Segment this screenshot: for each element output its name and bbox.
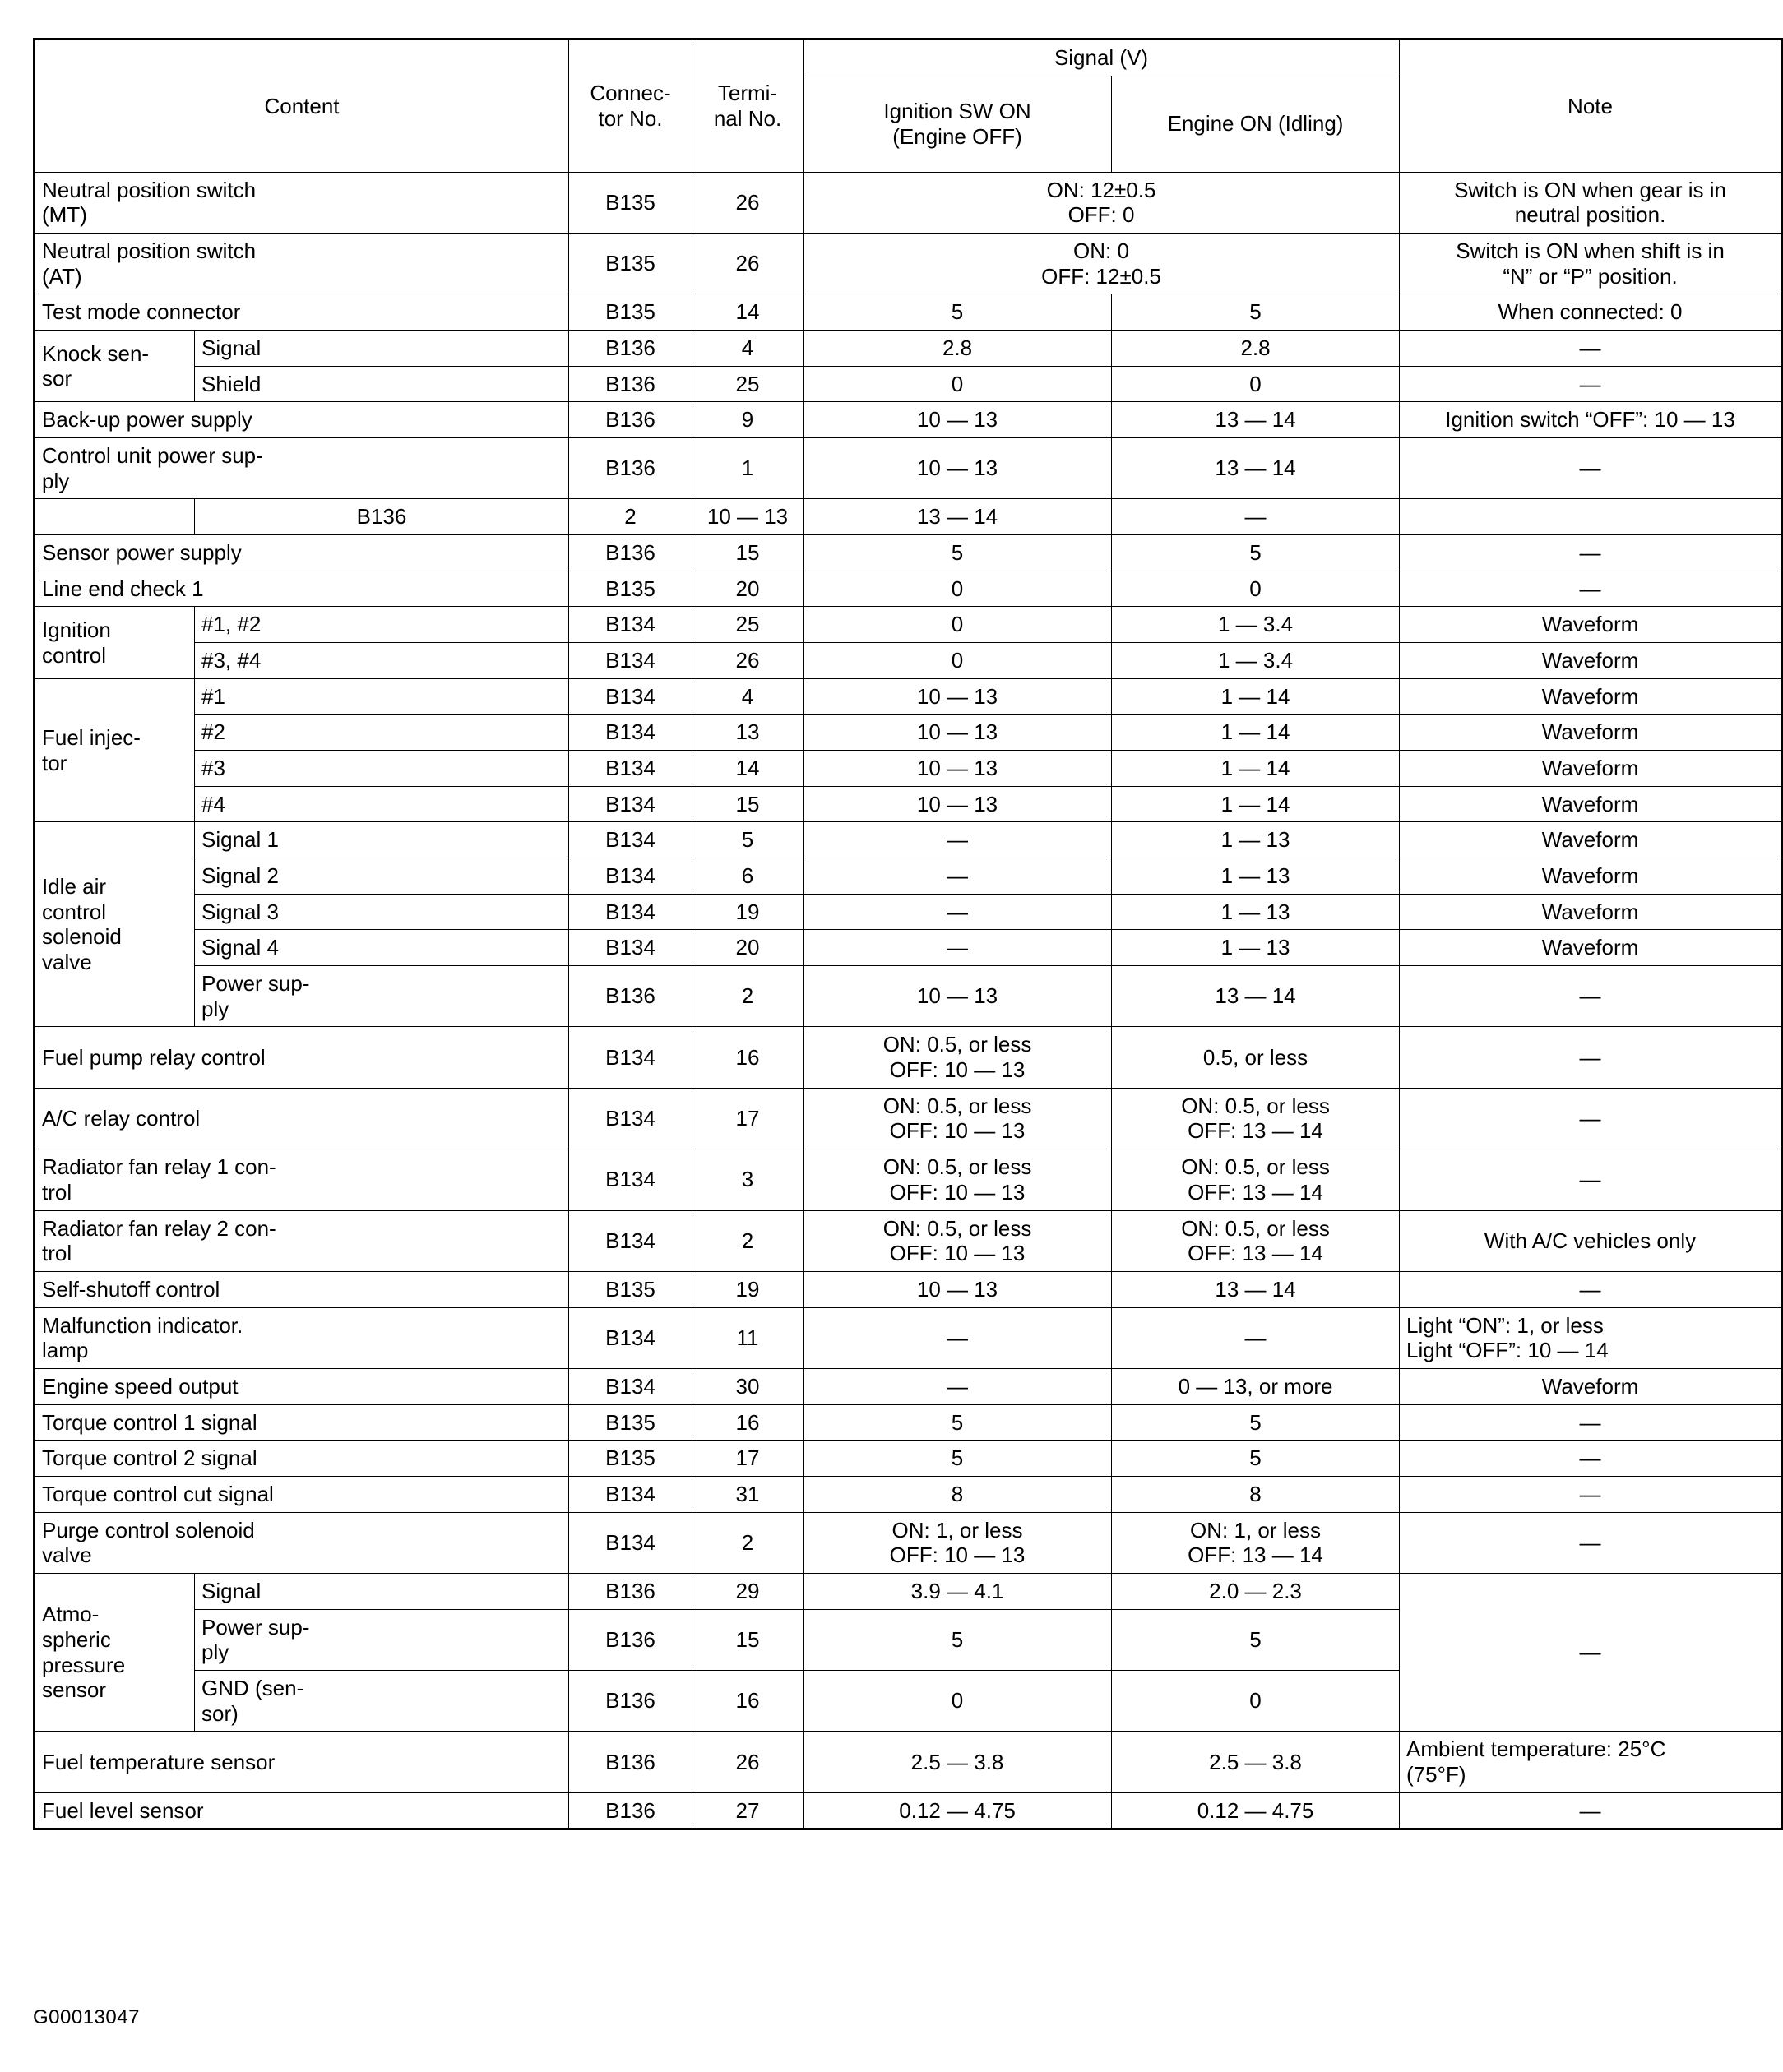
cell-note: — xyxy=(1400,438,1782,499)
cell-content: Radiator fan relay 2 con- trol xyxy=(35,1210,569,1271)
cell-content: Test mode connector xyxy=(35,294,569,331)
cell-signal-engine-on: 5 xyxy=(1112,294,1400,331)
cell-signal-ignition-sw-on: 10 — 13 xyxy=(692,499,804,535)
cell-signal-ignition-sw-on: 0 xyxy=(804,1670,1112,1731)
table-row xyxy=(35,499,1782,535)
cell-terminal-no: 2 xyxy=(692,1210,804,1271)
cell-connector-no: B136 xyxy=(569,1573,692,1609)
cell-note: With A/C vehicles only xyxy=(1400,1210,1782,1271)
table-row xyxy=(35,1792,1782,1829)
cell-terminal-no: 4 xyxy=(692,678,804,715)
cell-signal-engine-on: 0 xyxy=(1112,1670,1400,1731)
cell-signal-ignition-sw-on: 2.8 xyxy=(804,331,1112,367)
cell-signal-engine-on: 8 xyxy=(1112,1476,1400,1512)
cell-signal-engine-on: 0 xyxy=(1112,571,1400,607)
cell-note: Waveform xyxy=(1400,607,1782,643)
cell-connector-no: B134 xyxy=(569,1307,692,1368)
table-row xyxy=(35,535,1782,571)
cell-signal-engine-on: 0 — 13, or more xyxy=(1112,1368,1400,1404)
cell-content-sub: Signal 3 xyxy=(195,894,569,930)
cell-connector-no: B134 xyxy=(569,1476,692,1512)
cell-note: Waveform xyxy=(1400,751,1782,787)
cell-note: — xyxy=(1400,1088,1782,1149)
cell-signal-ignition-sw-on: — xyxy=(804,822,1112,858)
cell-content: Control unit power sup- ply xyxy=(35,438,569,499)
table-row xyxy=(35,172,1782,233)
cell-connector-no: B134 xyxy=(569,822,692,858)
cell-note: Waveform xyxy=(1400,822,1782,858)
cell-terminal-no: 2 xyxy=(692,966,804,1027)
cell-connector-no: B134 xyxy=(569,858,692,895)
cell-content-sub: Shield xyxy=(195,366,569,402)
cell-signal-engine-on: 13 — 14 xyxy=(804,499,1112,535)
cell-connector-no: B135 xyxy=(569,234,692,294)
table-row xyxy=(35,1441,1782,1477)
cell-terminal-no: 17 xyxy=(692,1441,804,1477)
table-row xyxy=(35,1404,1782,1441)
table-row xyxy=(35,438,1782,499)
cell-terminal-no: 26 xyxy=(692,172,804,233)
cell-signal-ignition-sw-on: 2.5 — 3.8 xyxy=(804,1732,1112,1792)
cell-signal-ignition-sw-on: 0 xyxy=(804,571,1112,607)
cell-note: — xyxy=(1400,366,1782,402)
cell-signal-ignition-sw-on: 5 xyxy=(804,1609,1112,1670)
table-row xyxy=(35,1271,1782,1307)
cell-terminal-no: 26 xyxy=(692,1732,804,1792)
cell-connector-no: B135 xyxy=(569,1404,692,1441)
cell-signal-ignition-sw-on: 10 — 13 xyxy=(804,678,1112,715)
cell-content: Fuel level sensor xyxy=(35,1792,569,1829)
cell-note: — xyxy=(1400,966,1782,1027)
table-header xyxy=(35,39,1782,173)
ecm-terminal-spec-table-wrapper xyxy=(33,38,1735,1830)
cell-signal-merged: ON: 0 OFF: 12±0.5 xyxy=(804,234,1400,294)
cell-content-sub xyxy=(35,499,195,535)
cell-signal-ignition-sw-on: 10 — 13 xyxy=(804,786,1112,822)
cell-content: Back-up power supply xyxy=(35,402,569,438)
cell-note: Waveform xyxy=(1400,643,1782,679)
cell-signal-engine-on: 0.12 — 4.75 xyxy=(1112,1792,1400,1829)
cell-note: — xyxy=(1400,1476,1782,1512)
cell-signal-ignition-sw-on: 3.9 — 4.1 xyxy=(804,1573,1112,1609)
cell-note: Waveform xyxy=(1400,715,1782,751)
cell-connector-no: B134 xyxy=(569,715,692,751)
cell-terminal-no: 31 xyxy=(692,1476,804,1512)
cell-terminal-no: 19 xyxy=(692,894,804,930)
cell-signal-merged: ON: 12±0.5 OFF: 0 xyxy=(804,172,1400,233)
cell-connector-no: B134 xyxy=(569,1088,692,1149)
cell-signal-engine-on: 5 xyxy=(1112,1404,1400,1441)
cell-connector-no: B134 xyxy=(569,894,692,930)
cell-note: — xyxy=(1400,1441,1782,1477)
cell-signal-ignition-sw-on: 10 — 13 xyxy=(804,1271,1112,1307)
cell-connector-no: B136 xyxy=(569,331,692,367)
cell-signal-ignition-sw-on: ON: 1, or less OFF: 10 — 13 xyxy=(804,1512,1112,1573)
cell-signal-engine-on: 5 xyxy=(1112,535,1400,571)
cell-connector-no: B136 xyxy=(569,438,692,499)
cell-terminal-no: 25 xyxy=(692,607,804,643)
cell-signal-ignition-sw-on: ON: 0.5, or less OFF: 10 — 13 xyxy=(804,1088,1112,1149)
cell-signal-ignition-sw-on: — xyxy=(804,894,1112,930)
cell-terminal-no: 16 xyxy=(692,1027,804,1088)
cell-content-sub: Signal 4 xyxy=(195,930,569,966)
cell-signal-ignition-sw-on: 0 xyxy=(804,643,1112,679)
cell-connector-no: B134 xyxy=(569,1149,692,1210)
cell-note: Waveform xyxy=(1400,894,1782,930)
cell-note: — xyxy=(1400,1512,1782,1573)
cell-note: — xyxy=(1400,1027,1782,1088)
table-body xyxy=(35,172,1782,1829)
cell-signal-ignition-sw-on: 0 xyxy=(804,607,1112,643)
cell-signal-ignition-sw-on: — xyxy=(804,858,1112,895)
header-note: Note xyxy=(1400,39,1782,173)
cell-terminal-no: 13 xyxy=(692,715,804,751)
cell-note: — xyxy=(1400,1404,1782,1441)
table-row xyxy=(35,858,1782,895)
cell-content-sub: #3 xyxy=(195,751,569,787)
cell-connector-no: B136 xyxy=(569,1670,692,1731)
cell-connector-no: B134 xyxy=(569,1368,692,1404)
cell-note: Ignition switch “OFF”: 10 — 13 xyxy=(1400,402,1782,438)
cell-content: Fuel pump relay control xyxy=(35,1027,569,1088)
cell-signal-ignition-sw-on: 5 xyxy=(804,1404,1112,1441)
cell-note: Waveform xyxy=(1400,858,1782,895)
cell-signal-engine-on: 2.0 — 2.3 xyxy=(1112,1573,1400,1609)
cell-content-sub: GND (sen- sor) xyxy=(195,1670,569,1731)
cell-terminal-no: 25 xyxy=(692,366,804,402)
cell-content-sub: Power sup- ply xyxy=(195,966,569,1027)
cell-content-sub: Power sup- ply xyxy=(195,1609,569,1670)
table-row xyxy=(35,894,1782,930)
cell-note: — xyxy=(1400,1792,1782,1829)
cell-terminal-no: 6 xyxy=(692,858,804,895)
cell-terminal-no: 27 xyxy=(692,1792,804,1829)
header-terminal-no: Termi- nal No. xyxy=(692,39,804,173)
cell-signal-engine-on: ON: 1, or less OFF: 13 — 14 xyxy=(1112,1512,1400,1573)
table-row xyxy=(35,571,1782,607)
cell-signal-engine-on: 1 — 13 xyxy=(1112,894,1400,930)
cell-connector-no: B134 xyxy=(569,607,692,643)
cell-terminal-no: 26 xyxy=(692,643,804,679)
cell-content: Fuel temperature sensor xyxy=(35,1732,569,1792)
cell-connector-no: B136 xyxy=(195,499,569,535)
table-row xyxy=(35,1732,1782,1792)
cell-content-sub: #3, #4 xyxy=(195,643,569,679)
cell-content-sub: Signal xyxy=(195,331,569,367)
cell-signal-ignition-sw-on: 10 — 13 xyxy=(804,402,1112,438)
cell-signal-engine-on: ON: 0.5, or less OFF: 13 — 14 xyxy=(1112,1210,1400,1271)
table-row xyxy=(35,643,1782,679)
cell-note: Waveform xyxy=(1400,678,1782,715)
table-row xyxy=(35,234,1782,294)
table-row xyxy=(35,331,1782,367)
cell-content: Neutral position switch (MT) xyxy=(35,172,569,233)
cell-signal-ignition-sw-on: 10 — 13 xyxy=(804,751,1112,787)
cell-note: Light “ON”: 1, or less Light “OFF”: 10 — 14 xyxy=(1400,1307,1782,1368)
cell-signal-engine-on: ON: 0.5, or less OFF: 13 — 14 xyxy=(1112,1149,1400,1210)
cell-signal-ignition-sw-on: 0 xyxy=(804,366,1112,402)
cell-content: Line end check 1 xyxy=(35,571,569,607)
cell-signal-engine-on: 1 — 14 xyxy=(1112,678,1400,715)
table-row xyxy=(35,930,1782,966)
table-row xyxy=(35,1368,1782,1404)
cell-terminal-no: 29 xyxy=(692,1573,804,1609)
cell-connector-no: B135 xyxy=(569,172,692,233)
cell-signal-engine-on: 13 — 14 xyxy=(1112,966,1400,1027)
cell-terminal-no: 17 xyxy=(692,1088,804,1149)
cell-signal-engine-on: 5 xyxy=(1112,1441,1400,1477)
header-connector-no: Connec- tor No. xyxy=(569,39,692,173)
cell-terminal-no: 2 xyxy=(569,499,692,535)
cell-terminal-no: 15 xyxy=(692,535,804,571)
header-content: Content xyxy=(35,39,569,173)
cell-signal-engine-on: ON: 0.5, or less OFF: 13 — 14 xyxy=(1112,1088,1400,1149)
cell-connector-no: B136 xyxy=(569,402,692,438)
table-row xyxy=(35,1573,1782,1609)
cell-connector-no: B134 xyxy=(569,1027,692,1088)
cell-signal-engine-on: 1 — 13 xyxy=(1112,822,1400,858)
cell-connector-no: B134 xyxy=(569,643,692,679)
cell-connector-no: B135 xyxy=(569,294,692,331)
cell-signal-ignition-sw-on: 0.12 — 4.75 xyxy=(804,1792,1112,1829)
cell-signal-ignition-sw-on: — xyxy=(804,1368,1112,1404)
table-row xyxy=(35,715,1782,751)
cell-signal-engine-on: 1 — 14 xyxy=(1112,786,1400,822)
header-signal-ignition-sw-on: Ignition SW ON (Engine OFF) xyxy=(804,76,1112,172)
cell-signal-engine-on: 13 — 14 xyxy=(1112,1271,1400,1307)
table-row xyxy=(35,366,1782,402)
cell-content: Purge control solenoid valve xyxy=(35,1512,569,1573)
cell-content: Malfunction indicator. lamp xyxy=(35,1307,569,1368)
cell-terminal-no: 11 xyxy=(692,1307,804,1368)
cell-note: Switch is ON when gear is in neutral position. xyxy=(1400,172,1782,233)
cell-signal-ignition-sw-on: 5 xyxy=(804,1441,1112,1477)
table-row xyxy=(35,294,1782,331)
cell-connector-no: B134 xyxy=(569,751,692,787)
cell-signal-ignition-sw-on: ON: 0.5, or less OFF: 10 — 13 xyxy=(804,1210,1112,1271)
cell-signal-ignition-sw-on: ON: 0.5, or less OFF: 10 — 13 xyxy=(804,1027,1112,1088)
header-signal-group: Signal (V) xyxy=(804,39,1400,76)
cell-content: Idle air control solenoid valve xyxy=(35,822,195,1027)
cell-signal-engine-on: 1 — 14 xyxy=(1112,715,1400,751)
table-row xyxy=(35,822,1782,858)
cell-connector-no: B136 xyxy=(569,366,692,402)
table-row xyxy=(35,402,1782,438)
cell-signal-engine-on: 0 xyxy=(1112,366,1400,402)
cell-note: — xyxy=(1400,1573,1782,1731)
cell-content-sub: #1, #2 xyxy=(195,607,569,643)
cell-content-sub: #4 xyxy=(195,786,569,822)
cell-note: — xyxy=(1400,331,1782,367)
cell-connector-no: B136 xyxy=(569,966,692,1027)
cell-terminal-no: 30 xyxy=(692,1368,804,1404)
cell-signal-engine-on: 1 — 13 xyxy=(1112,930,1400,966)
cell-terminal-no: 3 xyxy=(692,1149,804,1210)
cell-terminal-no: 14 xyxy=(692,751,804,787)
table-row xyxy=(35,1307,1782,1368)
table-row xyxy=(35,966,1782,1027)
cell-terminal-no: 5 xyxy=(692,822,804,858)
cell-connector-no: B134 xyxy=(569,1210,692,1271)
cell-signal-engine-on: — xyxy=(1112,1307,1400,1368)
cell-terminal-no: 1 xyxy=(692,438,804,499)
cell-content: Sensor power supply xyxy=(35,535,569,571)
cell-connector-no: B136 xyxy=(569,1609,692,1670)
cell-note: Switch is ON when shift is in “N” or “P” position. xyxy=(1400,234,1782,294)
cell-content-sub: #2 xyxy=(195,715,569,751)
header-row-1 xyxy=(35,39,1782,76)
table-row xyxy=(35,1210,1782,1271)
cell-connector-no: B134 xyxy=(569,930,692,966)
cell-note: When connected: 0 xyxy=(1400,294,1782,331)
header-signal-engine-on: Engine ON (Idling) xyxy=(1112,76,1400,172)
cell-terminal-no: 9 xyxy=(692,402,804,438)
cell-signal-ignition-sw-on: 10 — 13 xyxy=(804,966,1112,1027)
cell-content: Ignition control xyxy=(35,607,195,678)
ecm-terminal-spec-table xyxy=(33,38,1783,1830)
cell-signal-engine-on: 0.5, or less xyxy=(1112,1027,1400,1088)
cell-connector-no: B136 xyxy=(569,535,692,571)
cell-note: Waveform xyxy=(1400,786,1782,822)
cell-terminal-no: 19 xyxy=(692,1271,804,1307)
cell-terminal-no: 26 xyxy=(692,234,804,294)
cell-connector-no: B134 xyxy=(569,678,692,715)
cell-terminal-no: 15 xyxy=(692,1609,804,1670)
cell-note: — xyxy=(1112,499,1400,535)
cell-connector-no: B134 xyxy=(569,1512,692,1573)
cell-content: Engine speed output xyxy=(35,1368,569,1404)
table-row xyxy=(35,1088,1782,1149)
cell-terminal-no: 16 xyxy=(692,1670,804,1731)
cell-signal-ignition-sw-on: 5 xyxy=(804,294,1112,331)
cell-content: A/C relay control xyxy=(35,1088,569,1149)
cell-connector-no: B135 xyxy=(569,571,692,607)
cell-content-sub: Signal 1 xyxy=(195,822,569,858)
cell-content-sub: Signal 2 xyxy=(195,858,569,895)
cell-signal-ignition-sw-on: 5 xyxy=(804,535,1112,571)
cell-content: Self-shutoff control xyxy=(35,1271,569,1307)
cell-terminal-no: 20 xyxy=(692,571,804,607)
cell-connector-no: B136 xyxy=(569,1792,692,1829)
cell-content-sub: #1 xyxy=(195,678,569,715)
table-row xyxy=(35,751,1782,787)
cell-signal-ignition-sw-on: 8 xyxy=(804,1476,1112,1512)
table-row xyxy=(35,678,1782,715)
cell-terminal-no: 16 xyxy=(692,1404,804,1441)
cell-content: Knock sen- sor xyxy=(35,331,195,402)
cell-terminal-no: 14 xyxy=(692,294,804,331)
table-row xyxy=(35,1512,1782,1573)
table-row xyxy=(35,607,1782,643)
cell-signal-engine-on: 1 — 13 xyxy=(1112,858,1400,895)
cell-signal-engine-on: 13 — 14 xyxy=(1112,402,1400,438)
table-row xyxy=(35,1476,1782,1512)
cell-signal-engine-on: 5 xyxy=(1112,1609,1400,1670)
cell-content: Radiator fan relay 1 con- trol xyxy=(35,1149,569,1210)
cell-connector-no: B135 xyxy=(569,1441,692,1477)
cell-note: Ambient temperature: 25°C (75°F) xyxy=(1400,1732,1782,1792)
cell-signal-ignition-sw-on: ON: 0.5, or less OFF: 10 — 13 xyxy=(804,1149,1112,1210)
cell-note: — xyxy=(1400,571,1782,607)
cell-signal-engine-on: 13 — 14 xyxy=(1112,438,1400,499)
figure-id-label: G00013047 xyxy=(33,2006,140,2028)
cell-content: Neutral position switch (AT) xyxy=(35,234,569,294)
cell-terminal-no: 15 xyxy=(692,786,804,822)
cell-connector-no: B136 xyxy=(569,1732,692,1792)
cell-content: Atmo- spheric pressure sensor xyxy=(35,1573,195,1731)
cell-content: Torque control 1 signal xyxy=(35,1404,569,1441)
table-row xyxy=(35,1027,1782,1088)
cell-terminal-no: 4 xyxy=(692,331,804,367)
cell-note: — xyxy=(1400,1149,1782,1210)
cell-note: Waveform xyxy=(1400,930,1782,966)
cell-content: Torque control 2 signal xyxy=(35,1441,569,1477)
cell-signal-ignition-sw-on: 10 — 13 xyxy=(804,438,1112,499)
cell-note: — xyxy=(1400,535,1782,571)
cell-content: Torque control cut signal xyxy=(35,1476,569,1512)
cell-note: Waveform xyxy=(1400,1368,1782,1404)
cell-signal-engine-on: 1 — 14 xyxy=(1112,751,1400,787)
cell-signal-ignition-sw-on: — xyxy=(804,930,1112,966)
cell-terminal-no: 20 xyxy=(692,930,804,966)
cell-signal-ignition-sw-on: — xyxy=(804,1307,1112,1368)
cell-signal-engine-on: 1 — 3.4 xyxy=(1112,607,1400,643)
cell-content-sub: Signal xyxy=(195,1573,569,1609)
cell-terminal-no: 2 xyxy=(692,1512,804,1573)
table-row xyxy=(35,1149,1782,1210)
cell-signal-engine-on: 2.8 xyxy=(1112,331,1400,367)
cell-content: Fuel injec- tor xyxy=(35,678,195,822)
cell-signal-engine-on: 1 — 3.4 xyxy=(1112,643,1400,679)
table-row xyxy=(35,786,1782,822)
cell-signal-engine-on: 2.5 — 3.8 xyxy=(1112,1732,1400,1792)
cell-note: — xyxy=(1400,1271,1782,1307)
cell-connector-no: B135 xyxy=(569,1271,692,1307)
cell-signal-ignition-sw-on: 10 — 13 xyxy=(804,715,1112,751)
cell-connector-no: B134 xyxy=(569,786,692,822)
